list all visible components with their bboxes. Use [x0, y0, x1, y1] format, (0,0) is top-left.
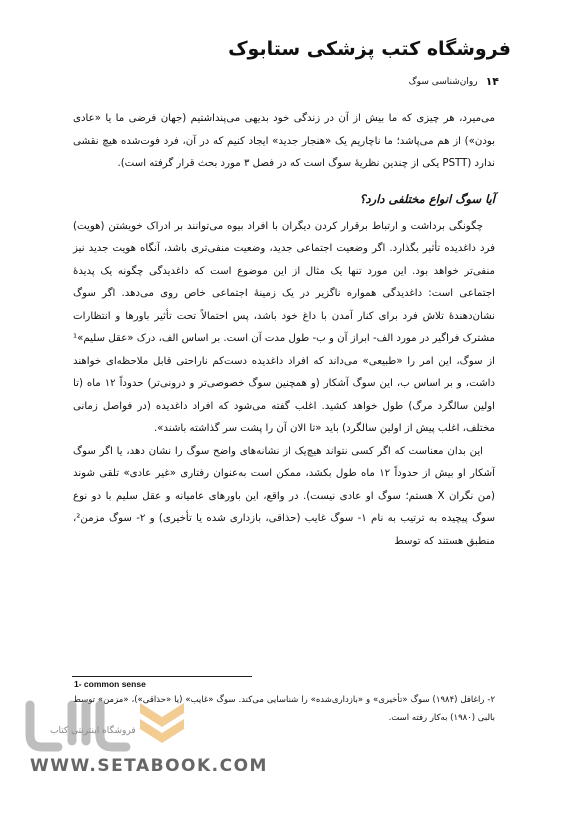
section-heading: آیا سوگ انواع مختلفی دارد؟ — [359, 191, 495, 206]
watermark-subtitle: فروشگاه اینترنتی کتاب — [50, 726, 136, 736]
page-number: ۱۴ — [485, 75, 499, 88]
paragraph-3: این بدان معناست که اگر کسی نتواند هیچ‌یک از نشانه‌های واضح سوگ را نشان دهد، یا اگر سوگ آشکار او بیش از حدوداً ۱۲ ماه طول بکشد، ممکن است به‌عنوان رفتاری «غیر عادی» تلقی شوند (من نگران X هستم؛ سوگ او عادی نیست). در واقع، این باورهای عامیانه و عقل سلیم با دو نوع سوگ پیچیده به ترتیب به نام ۱- سوگ غایب (حذاقی، بازداری شده یا تأخیری) و ۲- سوگ مزمن²، منطبق هستند که توسط — [73, 445, 495, 547]
paragraph-1: می‌میرد، هر چیزی که ما بیش از آن در زندگی خود بدیهی می‌پنداشتیم (جهان فرضی ما یا «عادی بودن») از هم می‌پاشد؛ ما ناچاریم یک «هنجار جدید» ایجاد کنیم که در آن، فرد فوت‌شده هیچ نقشی ندارد (PSTT یکی از چندین نظریهٔ سوگ است که در فصل ۳ مورد بحث قرار گرفته است). — [73, 113, 495, 169]
chapter-title: روان‌شناسی سوگ — [408, 76, 478, 87]
body-text — [73, 108, 495, 553]
watermark-url: WWW.SETABOOK.COM — [30, 756, 268, 776]
footnote-1: 1- common sense — [74, 679, 146, 689]
running-head — [59, 75, 499, 88]
store-title: فروشگاه کتب پزشکی ستابوک — [228, 38, 511, 60]
footnote-rule — [72, 676, 252, 677]
paragraph-2: چگونگی برداشت و ارتباط برقرار کردن دیگران با افراد بیوه می‌توانند بر ادراک خویشتن (هویت) فرد داغدیده تأثیر بگذارد. اگر وضعیت اجتماعی جدید، وضعیت منفی‌تری باشد، آنگاه هویت جدید نیز منفی‌تر خواهد بود. این مورد تنها یک مثال از این موضوع است که داغدیدگی چگونه یک پدیدهٔ اجتماعی است: داغدیدگی همواره ناگزیر در یک زمینهٔ اجتماعی خاص روی می‌دهد. اگر سوگ نشان‌دهندهٔ تلاش فرد برای کنار آمدن با داغ خود باشد، پس احتمالاً تحت تأثیر باورها و انتظارات مشترک فراگیر در مورد الف- ابراز آن و ب- طول مدت آن است. بر اساس الف، درک «عقل سلیم»¹ از سوگ، این امر را «طبیعی» می‌داند که افراد داغدیده دست‌کم ناراحتی قابل ملاحظه‌ای خواهند داشت، و بر اساس ب، این سوگ آشکار (و همچنین سوگ خصوصی‌تر و درونی‌تر) حدوداً ۱۲ ماه (تا اولین سالگرد مرگ) طول خواهد کشید. اغلب گفته می‌شود که افراد داغدیده (در فواصل زمانی مختلف، اغلب پیش از اولین سالگرد) باید «تا الان آن را پشت سر گذاشته باشند». — [73, 220, 495, 434]
footnote-2: ۲- راغافل (۱۹۸۴) سوگ «تأخیری» و «بازداری‌شده» را شناسایی می‌کند. سوگ «غایب» (یا «حذاقی»)، «مزمن» توسط بالبی (۱۹۸۰) به‌کار رفته است. — [73, 695, 496, 723]
